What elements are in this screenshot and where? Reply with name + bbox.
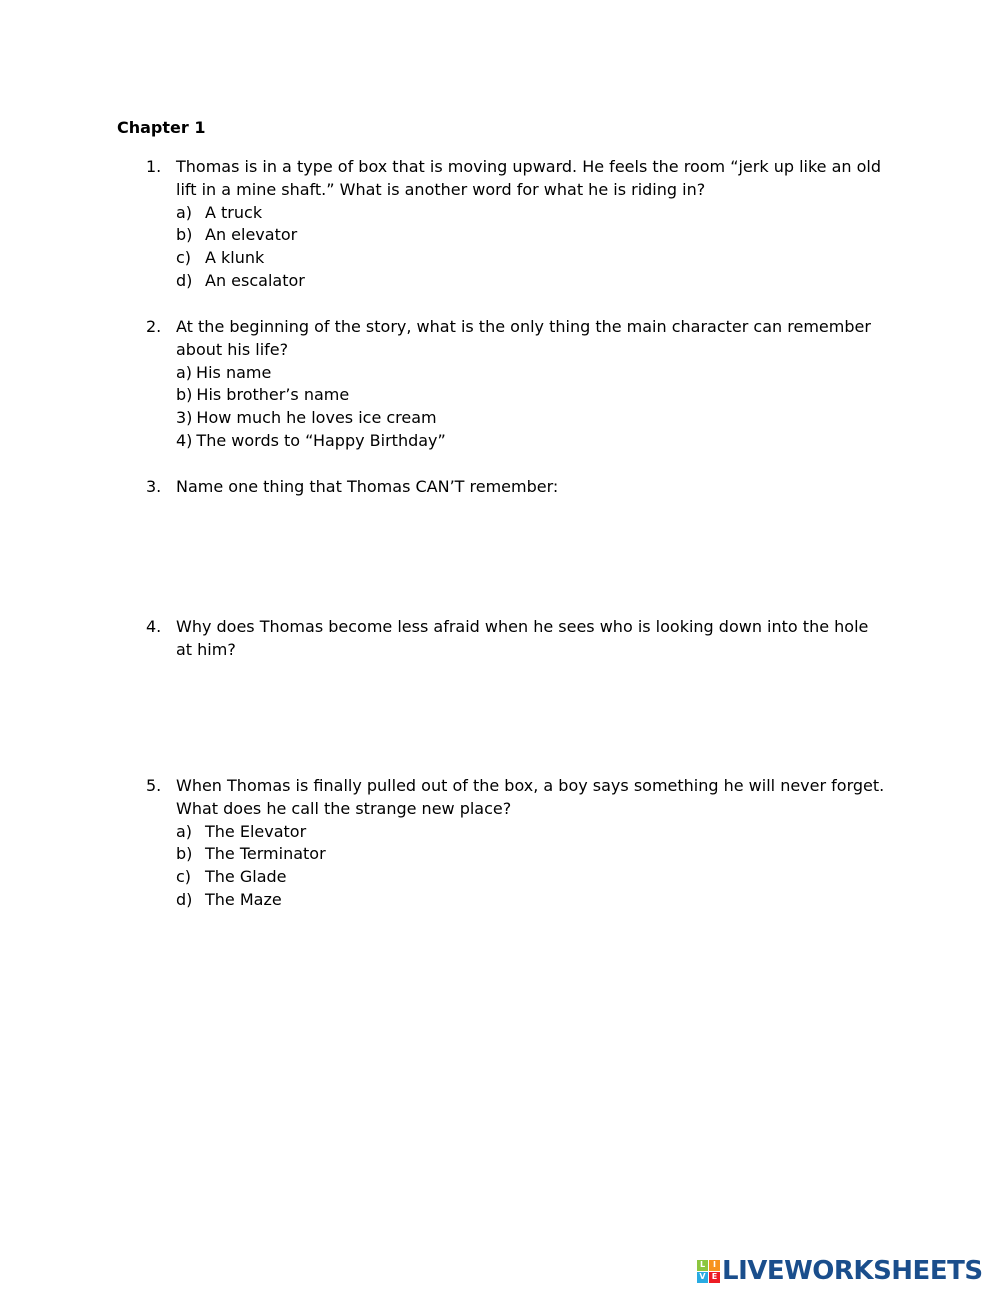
question-1	[146, 156, 886, 293]
answer-options	[176, 362, 886, 453]
option-letter: a)	[176, 362, 193, 382]
option-text: An escalator	[205, 270, 305, 290]
option-letter: b)	[176, 225, 193, 245]
answer-option-b[interactable]	[176, 843, 886, 866]
option-letter: 4)	[176, 430, 193, 450]
logo-icon-letter: L	[697, 1260, 708, 1271]
option-text: A truck	[205, 202, 263, 222]
option-letter: b)	[176, 844, 193, 864]
logo-icon-letter: I	[709, 1260, 720, 1271]
liveworksheets-logo	[697, 1256, 983, 1286]
question-text: Name one thing that Thomas CAN’T remember:	[176, 477, 559, 496]
answer-options	[176, 821, 886, 912]
option-letter: d)	[176, 270, 193, 290]
option-text: A klunk	[205, 248, 265, 268]
question-number: 5.	[146, 776, 162, 795]
logo-text: LIVEWORKSHEETS	[722, 1256, 983, 1286]
question-number: 3.	[146, 477, 162, 496]
answer-option-a[interactable]	[176, 202, 886, 225]
option-text: His name	[196, 362, 272, 382]
answer-option-c[interactable]	[176, 247, 886, 270]
answer-option-c[interactable]	[176, 866, 886, 889]
answer-option-a[interactable]	[176, 821, 886, 844]
answer-option-d[interactable]	[176, 889, 886, 912]
question-text: When Thomas is finally pulled out of the box, a boy says something he will never forget. What does he call the strange new place?	[176, 776, 885, 818]
option-text: An elevator	[205, 225, 298, 245]
option-text: How much he loves ice cream	[196, 408, 437, 428]
question-text: Thomas is in a type of box that is moving upward. He feels the room “jerk up like an old lift in a mine shaft.” What is another word for what he is riding in?	[176, 157, 882, 199]
option-letter: c)	[176, 867, 192, 887]
answer-option-3[interactable]	[176, 407, 886, 430]
question-3	[146, 476, 886, 499]
logo-icon-letter: E	[709, 1272, 720, 1283]
question-text: Why does Thomas become less afraid when he sees who is looking down into the hole at him?	[176, 617, 869, 659]
option-letter: a)	[176, 821, 193, 841]
option-letter: c)	[176, 248, 192, 268]
option-letter: a)	[176, 202, 193, 222]
option-letter: d)	[176, 889, 193, 909]
option-text: The Elevator	[205, 821, 307, 841]
answer-option-a[interactable]	[176, 362, 886, 385]
logo-icon-letter: V	[697, 1272, 708, 1283]
question-text: At the beginning of the story, what is the only thing the main character can remember about his life?	[176, 317, 871, 359]
answer-option-b[interactable]	[176, 224, 886, 247]
question-2	[146, 316, 886, 453]
option-text: The Terminator	[205, 844, 326, 864]
answer-option-d[interactable]	[176, 270, 886, 293]
question-number: 4.	[146, 617, 162, 636]
option-letter: b)	[176, 385, 193, 405]
question-number: 1.	[146, 157, 162, 176]
chapter-title: Chapter 1	[117, 118, 206, 137]
option-text: The words to “Happy Birthday”	[196, 430, 446, 450]
option-text: The Glade	[205, 867, 287, 887]
answer-options	[176, 202, 886, 293]
option-text: His brother’s name	[196, 385, 350, 405]
option-letter: 3)	[176, 408, 193, 428]
option-text: The Maze	[205, 889, 282, 909]
question-number: 2.	[146, 317, 162, 336]
question-4	[146, 616, 886, 662]
question-5	[146, 775, 886, 912]
answer-option-4[interactable]	[176, 430, 886, 453]
logo-icon	[697, 1260, 720, 1283]
answer-option-b[interactable]	[176, 384, 886, 407]
